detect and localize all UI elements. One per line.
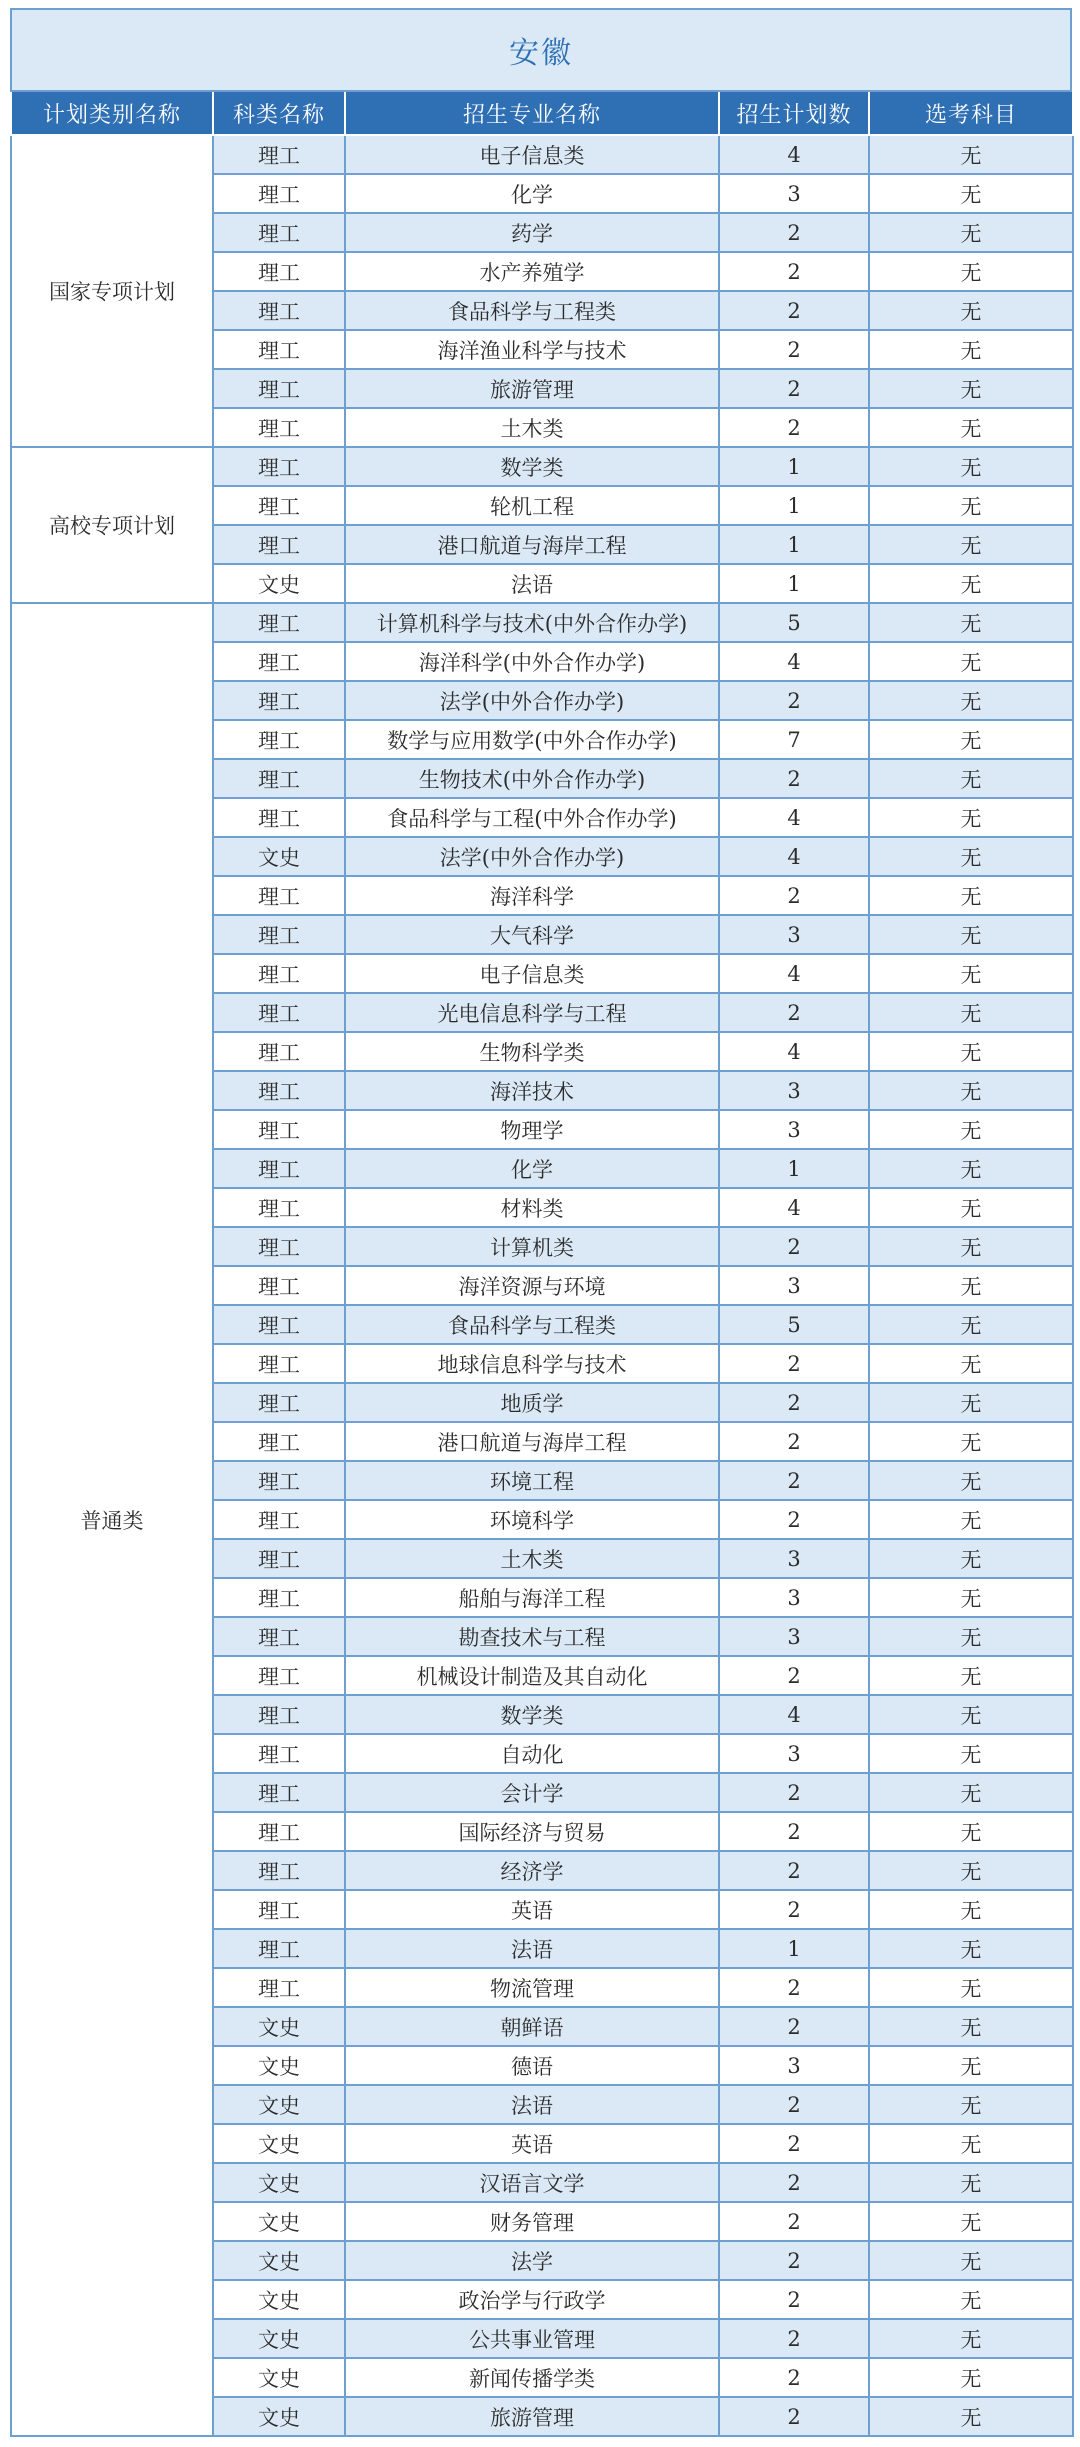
elective-subjects-cell: 无: [869, 1890, 1073, 1929]
major-name-cell: 物流管理: [345, 1968, 719, 2007]
subject-type-cell: 理工: [213, 1227, 345, 1266]
plan-count-cell: 1: [719, 525, 869, 564]
major-name-cell: 食品科学与工程类: [345, 1305, 719, 1344]
subject-type-cell: 理工: [213, 252, 345, 291]
elective-subjects-cell: 无: [869, 1461, 1073, 1500]
plan-count-cell: 2: [719, 1344, 869, 1383]
major-name-cell: 数学类: [345, 1695, 719, 1734]
plan-count-cell: 4: [719, 954, 869, 993]
elective-subjects-cell: 无: [869, 1812, 1073, 1851]
subject-type-cell: 理工: [213, 876, 345, 915]
elective-subjects-cell: 无: [869, 291, 1073, 330]
elective-subjects-cell: 无: [869, 1539, 1073, 1578]
header-plan-category: 计划类别名称: [11, 92, 213, 135]
elective-subjects-cell: 无: [869, 2163, 1073, 2202]
subject-type-cell: 理工: [213, 486, 345, 525]
plan-count-cell: 2: [719, 291, 869, 330]
major-name-cell: 自动化: [345, 1734, 719, 1773]
major-name-cell: 化学: [345, 1149, 719, 1188]
subject-type-cell: 理工: [213, 1383, 345, 1422]
elective-subjects-cell: 无: [869, 2007, 1073, 2046]
elective-subjects-cell: 无: [869, 1773, 1073, 1812]
subject-type-cell: 文史: [213, 564, 345, 603]
elective-subjects-cell: 无: [869, 1695, 1073, 1734]
major-name-cell: 港口航道与海岸工程: [345, 1422, 719, 1461]
major-name-cell: 药学: [345, 213, 719, 252]
header-elective-subjects: 选考科目: [869, 92, 1073, 135]
subject-type-cell: 理工: [213, 1812, 345, 1851]
subject-type-cell: 文史: [213, 2397, 345, 2436]
plan-count-cell: 4: [719, 798, 869, 837]
subject-type-cell: 理工: [213, 1968, 345, 2007]
plan-count-cell: 2: [719, 1656, 869, 1695]
subject-type-cell: 理工: [213, 1266, 345, 1305]
plan-count-cell: 2: [719, 330, 869, 369]
subject-type-cell: 文史: [213, 2319, 345, 2358]
plan-count-cell: 2: [719, 1227, 869, 1266]
elective-subjects-cell: 无: [869, 1734, 1073, 1773]
major-name-cell: 食品科学与工程(中外合作办学): [345, 798, 719, 837]
major-name-cell: 法学: [345, 2241, 719, 2280]
subject-type-cell: 理工: [213, 1305, 345, 1344]
subject-type-cell: 理工: [213, 369, 345, 408]
major-name-cell: 生物技术(中外合作办学): [345, 759, 719, 798]
major-name-cell: 地球信息科学与技术: [345, 1344, 719, 1383]
elective-subjects-cell: 无: [869, 1383, 1073, 1422]
header-major-name: 招生专业名称: [345, 92, 719, 135]
table-row: [11, 603, 1073, 642]
plan-count-cell: 2: [719, 681, 869, 720]
subject-type-cell: 理工: [213, 1500, 345, 1539]
elective-subjects-cell: 无: [869, 2358, 1073, 2397]
province-title: 安徽: [10, 8, 1072, 92]
major-name-cell: 数学与应用数学(中外合作办学): [345, 720, 719, 759]
major-name-cell: 生物科学类: [345, 1032, 719, 1071]
elective-subjects-cell: 无: [869, 2241, 1073, 2280]
elective-subjects-cell: 无: [869, 447, 1073, 486]
plan-count-cell: 4: [719, 1695, 869, 1734]
subject-type-cell: 理工: [213, 1071, 345, 1110]
subject-type-cell: 理工: [213, 525, 345, 564]
subject-type-cell: 理工: [213, 915, 345, 954]
subject-type-cell: 理工: [213, 798, 345, 837]
subject-type-cell: 理工: [213, 1032, 345, 1071]
elective-subjects-cell: 无: [869, 135, 1073, 174]
major-name-cell: 机械设计制造及其自动化: [345, 1656, 719, 1695]
major-name-cell: 法语: [345, 1929, 719, 1968]
plan-count-cell: 2: [719, 2124, 869, 2163]
plan-count-cell: 3: [719, 1734, 869, 1773]
elective-subjects-cell: 无: [869, 642, 1073, 681]
plan-count-cell: 2: [719, 1851, 869, 1890]
major-name-cell: 计算机科学与技术(中外合作办学): [345, 603, 719, 642]
plan-count-cell: 3: [719, 1266, 869, 1305]
major-name-cell: 大气科学: [345, 915, 719, 954]
plan-count-cell: 3: [719, 2046, 869, 2085]
elective-subjects-cell: 无: [869, 2202, 1073, 2241]
plan-count-cell: 2: [719, 2241, 869, 2280]
major-name-cell: 土木类: [345, 408, 719, 447]
elective-subjects-cell: 无: [869, 1227, 1073, 1266]
elective-subjects-cell: 无: [869, 837, 1073, 876]
major-name-cell: 汉语言文学: [345, 2163, 719, 2202]
elective-subjects-cell: 无: [869, 603, 1073, 642]
subject-type-cell: 理工: [213, 603, 345, 642]
plan-count-cell: 1: [719, 1149, 869, 1188]
major-name-cell: 政治学与行政学: [345, 2280, 719, 2319]
plan-count-cell: 2: [719, 1461, 869, 1500]
plan-count-cell: 1: [719, 564, 869, 603]
header-plan-count: 招生计划数: [719, 92, 869, 135]
elective-subjects-cell: 无: [869, 876, 1073, 915]
elective-subjects-cell: 无: [869, 1071, 1073, 1110]
major-name-cell: 英语: [345, 2124, 719, 2163]
major-name-cell: 环境工程: [345, 1461, 719, 1500]
major-name-cell: 海洋资源与环境: [345, 1266, 719, 1305]
subject-type-cell: 理工: [213, 681, 345, 720]
elective-subjects-cell: 无: [869, 1188, 1073, 1227]
plan-count-cell: 7: [719, 720, 869, 759]
elective-subjects-cell: 无: [869, 1578, 1073, 1617]
subject-type-cell: 理工: [213, 1110, 345, 1149]
admission-plan-table: [10, 92, 1074, 2437]
plan-count-cell: 4: [719, 837, 869, 876]
plan-count-cell: 2: [719, 2397, 869, 2436]
elective-subjects-cell: 无: [869, 2124, 1073, 2163]
major-name-cell: 电子信息类: [345, 135, 719, 174]
elective-subjects-cell: 无: [869, 1929, 1073, 1968]
major-name-cell: 土木类: [345, 1539, 719, 1578]
subject-type-cell: 文史: [213, 837, 345, 876]
plan-category-cell: 普通类: [11, 603, 213, 2436]
subject-type-cell: 理工: [213, 1773, 345, 1812]
plan-count-cell: 2: [719, 2007, 869, 2046]
plan-count-cell: 1: [719, 447, 869, 486]
elective-subjects-cell: 无: [869, 525, 1073, 564]
header-subject-type: 科类名称: [213, 92, 345, 135]
plan-count-cell: 2: [719, 1500, 869, 1539]
plan-count-cell: 2: [719, 2319, 869, 2358]
major-name-cell: 海洋科学(中外合作办学): [345, 642, 719, 681]
header-row: [11, 92, 1073, 135]
major-name-cell: 会计学: [345, 1773, 719, 1812]
plan-count-cell: 2: [719, 2163, 869, 2202]
plan-count-cell: 2: [719, 2202, 869, 2241]
plan-count-cell: 1: [719, 1929, 869, 1968]
subject-type-cell: 文史: [213, 2241, 345, 2280]
elective-subjects-cell: 无: [869, 2085, 1073, 2124]
subject-type-cell: 理工: [213, 330, 345, 369]
major-name-cell: 轮机工程: [345, 486, 719, 525]
elective-subjects-cell: 无: [869, 798, 1073, 837]
plan-count-cell: 3: [719, 1617, 869, 1656]
elective-subjects-cell: 无: [869, 1851, 1073, 1890]
plan-count-cell: 2: [719, 759, 869, 798]
major-name-cell: 材料类: [345, 1188, 719, 1227]
subject-type-cell: 理工: [213, 1656, 345, 1695]
plan-count-cell: 4: [719, 1032, 869, 1071]
elective-subjects-cell: 无: [869, 954, 1073, 993]
elective-subjects-cell: 无: [869, 174, 1073, 213]
major-name-cell: 船舶与海洋工程: [345, 1578, 719, 1617]
subject-type-cell: 文史: [213, 2163, 345, 2202]
elective-subjects-cell: 无: [869, 759, 1073, 798]
subject-type-cell: 理工: [213, 213, 345, 252]
major-name-cell: 海洋渔业科学与技术: [345, 330, 719, 369]
major-name-cell: 朝鲜语: [345, 2007, 719, 2046]
elective-subjects-cell: 无: [869, 915, 1073, 954]
major-name-cell: 勘查技术与工程: [345, 1617, 719, 1656]
plan-count-cell: 2: [719, 213, 869, 252]
plan-count-cell: 2: [719, 369, 869, 408]
plan-count-cell: 2: [719, 1422, 869, 1461]
subject-type-cell: 理工: [213, 408, 345, 447]
plan-count-cell: 3: [719, 915, 869, 954]
subject-type-cell: 理工: [213, 1344, 345, 1383]
plan-count-cell: 2: [719, 1890, 869, 1929]
plan-count-cell: 2: [719, 408, 869, 447]
subject-type-cell: 文史: [213, 2202, 345, 2241]
plan-count-cell: 5: [719, 603, 869, 642]
major-name-cell: 海洋科学: [345, 876, 719, 915]
elective-subjects-cell: 无: [869, 720, 1073, 759]
major-name-cell: 物理学: [345, 1110, 719, 1149]
subject-type-cell: 理工: [213, 1539, 345, 1578]
elective-subjects-cell: 无: [869, 993, 1073, 1032]
major-name-cell: 财务管理: [345, 2202, 719, 2241]
plan-count-cell: 3: [719, 1578, 869, 1617]
plan-count-cell: 2: [719, 2358, 869, 2397]
plan-count-cell: 3: [719, 1071, 869, 1110]
subject-type-cell: 文史: [213, 2046, 345, 2085]
plan-count-cell: 2: [719, 2085, 869, 2124]
subject-type-cell: 理工: [213, 291, 345, 330]
elective-subjects-cell: 无: [869, 1422, 1073, 1461]
plan-count-cell: 2: [719, 2280, 869, 2319]
subject-type-cell: 理工: [213, 1617, 345, 1656]
table-row: [11, 135, 1073, 174]
major-name-cell: 光电信息科学与工程: [345, 993, 719, 1032]
elective-subjects-cell: 无: [869, 1305, 1073, 1344]
plan-count-cell: 2: [719, 252, 869, 291]
elective-subjects-cell: 无: [869, 2397, 1073, 2436]
subject-type-cell: 理工: [213, 759, 345, 798]
plan-count-cell: 2: [719, 1773, 869, 1812]
plan-count-cell: 2: [719, 1812, 869, 1851]
subject-type-cell: 理工: [213, 720, 345, 759]
plan-category-cell: 国家专项计划: [11, 135, 213, 447]
major-name-cell: 旅游管理: [345, 369, 719, 408]
elective-subjects-cell: 无: [869, 408, 1073, 447]
elective-subjects-cell: 无: [869, 1968, 1073, 2007]
major-name-cell: 港口航道与海岸工程: [345, 525, 719, 564]
major-name-cell: 水产养殖学: [345, 252, 719, 291]
subject-type-cell: 理工: [213, 1929, 345, 1968]
plan-count-cell: 2: [719, 1968, 869, 2007]
major-name-cell: 食品科学与工程类: [345, 291, 719, 330]
elective-subjects-cell: 无: [869, 681, 1073, 720]
elective-subjects-cell: 无: [869, 2280, 1073, 2319]
subject-type-cell: 理工: [213, 993, 345, 1032]
elective-subjects-cell: 无: [869, 486, 1073, 525]
plan-count-cell: 3: [719, 1110, 869, 1149]
subject-type-cell: 理工: [213, 1422, 345, 1461]
subject-type-cell: 理工: [213, 135, 345, 174]
subject-type-cell: 理工: [213, 1695, 345, 1734]
subject-type-cell: 理工: [213, 1734, 345, 1773]
plan-count-cell: 4: [719, 135, 869, 174]
subject-type-cell: 理工: [213, 1461, 345, 1500]
major-name-cell: 电子信息类: [345, 954, 719, 993]
subject-type-cell: 理工: [213, 1851, 345, 1890]
major-name-cell: 公共事业管理: [345, 2319, 719, 2358]
major-name-cell: 英语: [345, 1890, 719, 1929]
major-name-cell: 地质学: [345, 1383, 719, 1422]
subject-type-cell: 理工: [213, 954, 345, 993]
major-name-cell: 国际经济与贸易: [345, 1812, 719, 1851]
subject-type-cell: 理工: [213, 1149, 345, 1188]
major-name-cell: 法语: [345, 2085, 719, 2124]
plan-count-cell: 4: [719, 1188, 869, 1227]
elective-subjects-cell: 无: [869, 1617, 1073, 1656]
elective-subjects-cell: 无: [869, 1500, 1073, 1539]
elective-subjects-cell: 无: [869, 564, 1073, 603]
major-name-cell: 数学类: [345, 447, 719, 486]
elective-subjects-cell: 无: [869, 1032, 1073, 1071]
major-name-cell: 环境科学: [345, 1500, 719, 1539]
subject-type-cell: 文史: [213, 2007, 345, 2046]
plan-count-cell: 3: [719, 174, 869, 213]
elective-subjects-cell: 无: [869, 252, 1073, 291]
plan-count-cell: 4: [719, 642, 869, 681]
plan-count-cell: 1: [719, 486, 869, 525]
subject-type-cell: 文史: [213, 2085, 345, 2124]
table-header: [11, 92, 1073, 135]
major-name-cell: 法语: [345, 564, 719, 603]
major-name-cell: 化学: [345, 174, 719, 213]
elective-subjects-cell: 无: [869, 1149, 1073, 1188]
major-name-cell: 经济学: [345, 1851, 719, 1890]
elective-subjects-cell: 无: [869, 330, 1073, 369]
subject-type-cell: 文史: [213, 2280, 345, 2319]
major-name-cell: 德语: [345, 2046, 719, 2085]
subject-type-cell: 理工: [213, 1578, 345, 1617]
elective-subjects-cell: 无: [869, 1110, 1073, 1149]
major-name-cell: 海洋技术: [345, 1071, 719, 1110]
subject-type-cell: 理工: [213, 1188, 345, 1227]
major-name-cell: 计算机类: [345, 1227, 719, 1266]
elective-subjects-cell: 无: [869, 1656, 1073, 1695]
major-name-cell: 法学(中外合作办学): [345, 681, 719, 720]
major-name-cell: 旅游管理: [345, 2397, 719, 2436]
subject-type-cell: 理工: [213, 174, 345, 213]
subject-type-cell: 文史: [213, 2358, 345, 2397]
admission-plan-sheet: [10, 8, 1072, 2437]
plan-count-cell: 3: [719, 1539, 869, 1578]
subject-type-cell: 理工: [213, 1890, 345, 1929]
subject-type-cell: 理工: [213, 447, 345, 486]
plan-count-cell: 2: [719, 876, 869, 915]
elective-subjects-cell: 无: [869, 2319, 1073, 2358]
plan-count-cell: 2: [719, 993, 869, 1032]
elective-subjects-cell: 无: [869, 369, 1073, 408]
plan-count-cell: 5: [719, 1305, 869, 1344]
major-name-cell: 新闻传播学类: [345, 2358, 719, 2397]
elective-subjects-cell: 无: [869, 2046, 1073, 2085]
elective-subjects-cell: 无: [869, 1266, 1073, 1305]
plan-count-cell: 2: [719, 1383, 869, 1422]
subject-type-cell: 文史: [213, 2124, 345, 2163]
plan-category-cell: 高校专项计划: [11, 447, 213, 603]
major-name-cell: 法学(中外合作办学): [345, 837, 719, 876]
table-row: [11, 447, 1073, 486]
elective-subjects-cell: 无: [869, 1344, 1073, 1383]
table-body: [11, 135, 1073, 2436]
elective-subjects-cell: 无: [869, 213, 1073, 252]
subject-type-cell: 理工: [213, 642, 345, 681]
